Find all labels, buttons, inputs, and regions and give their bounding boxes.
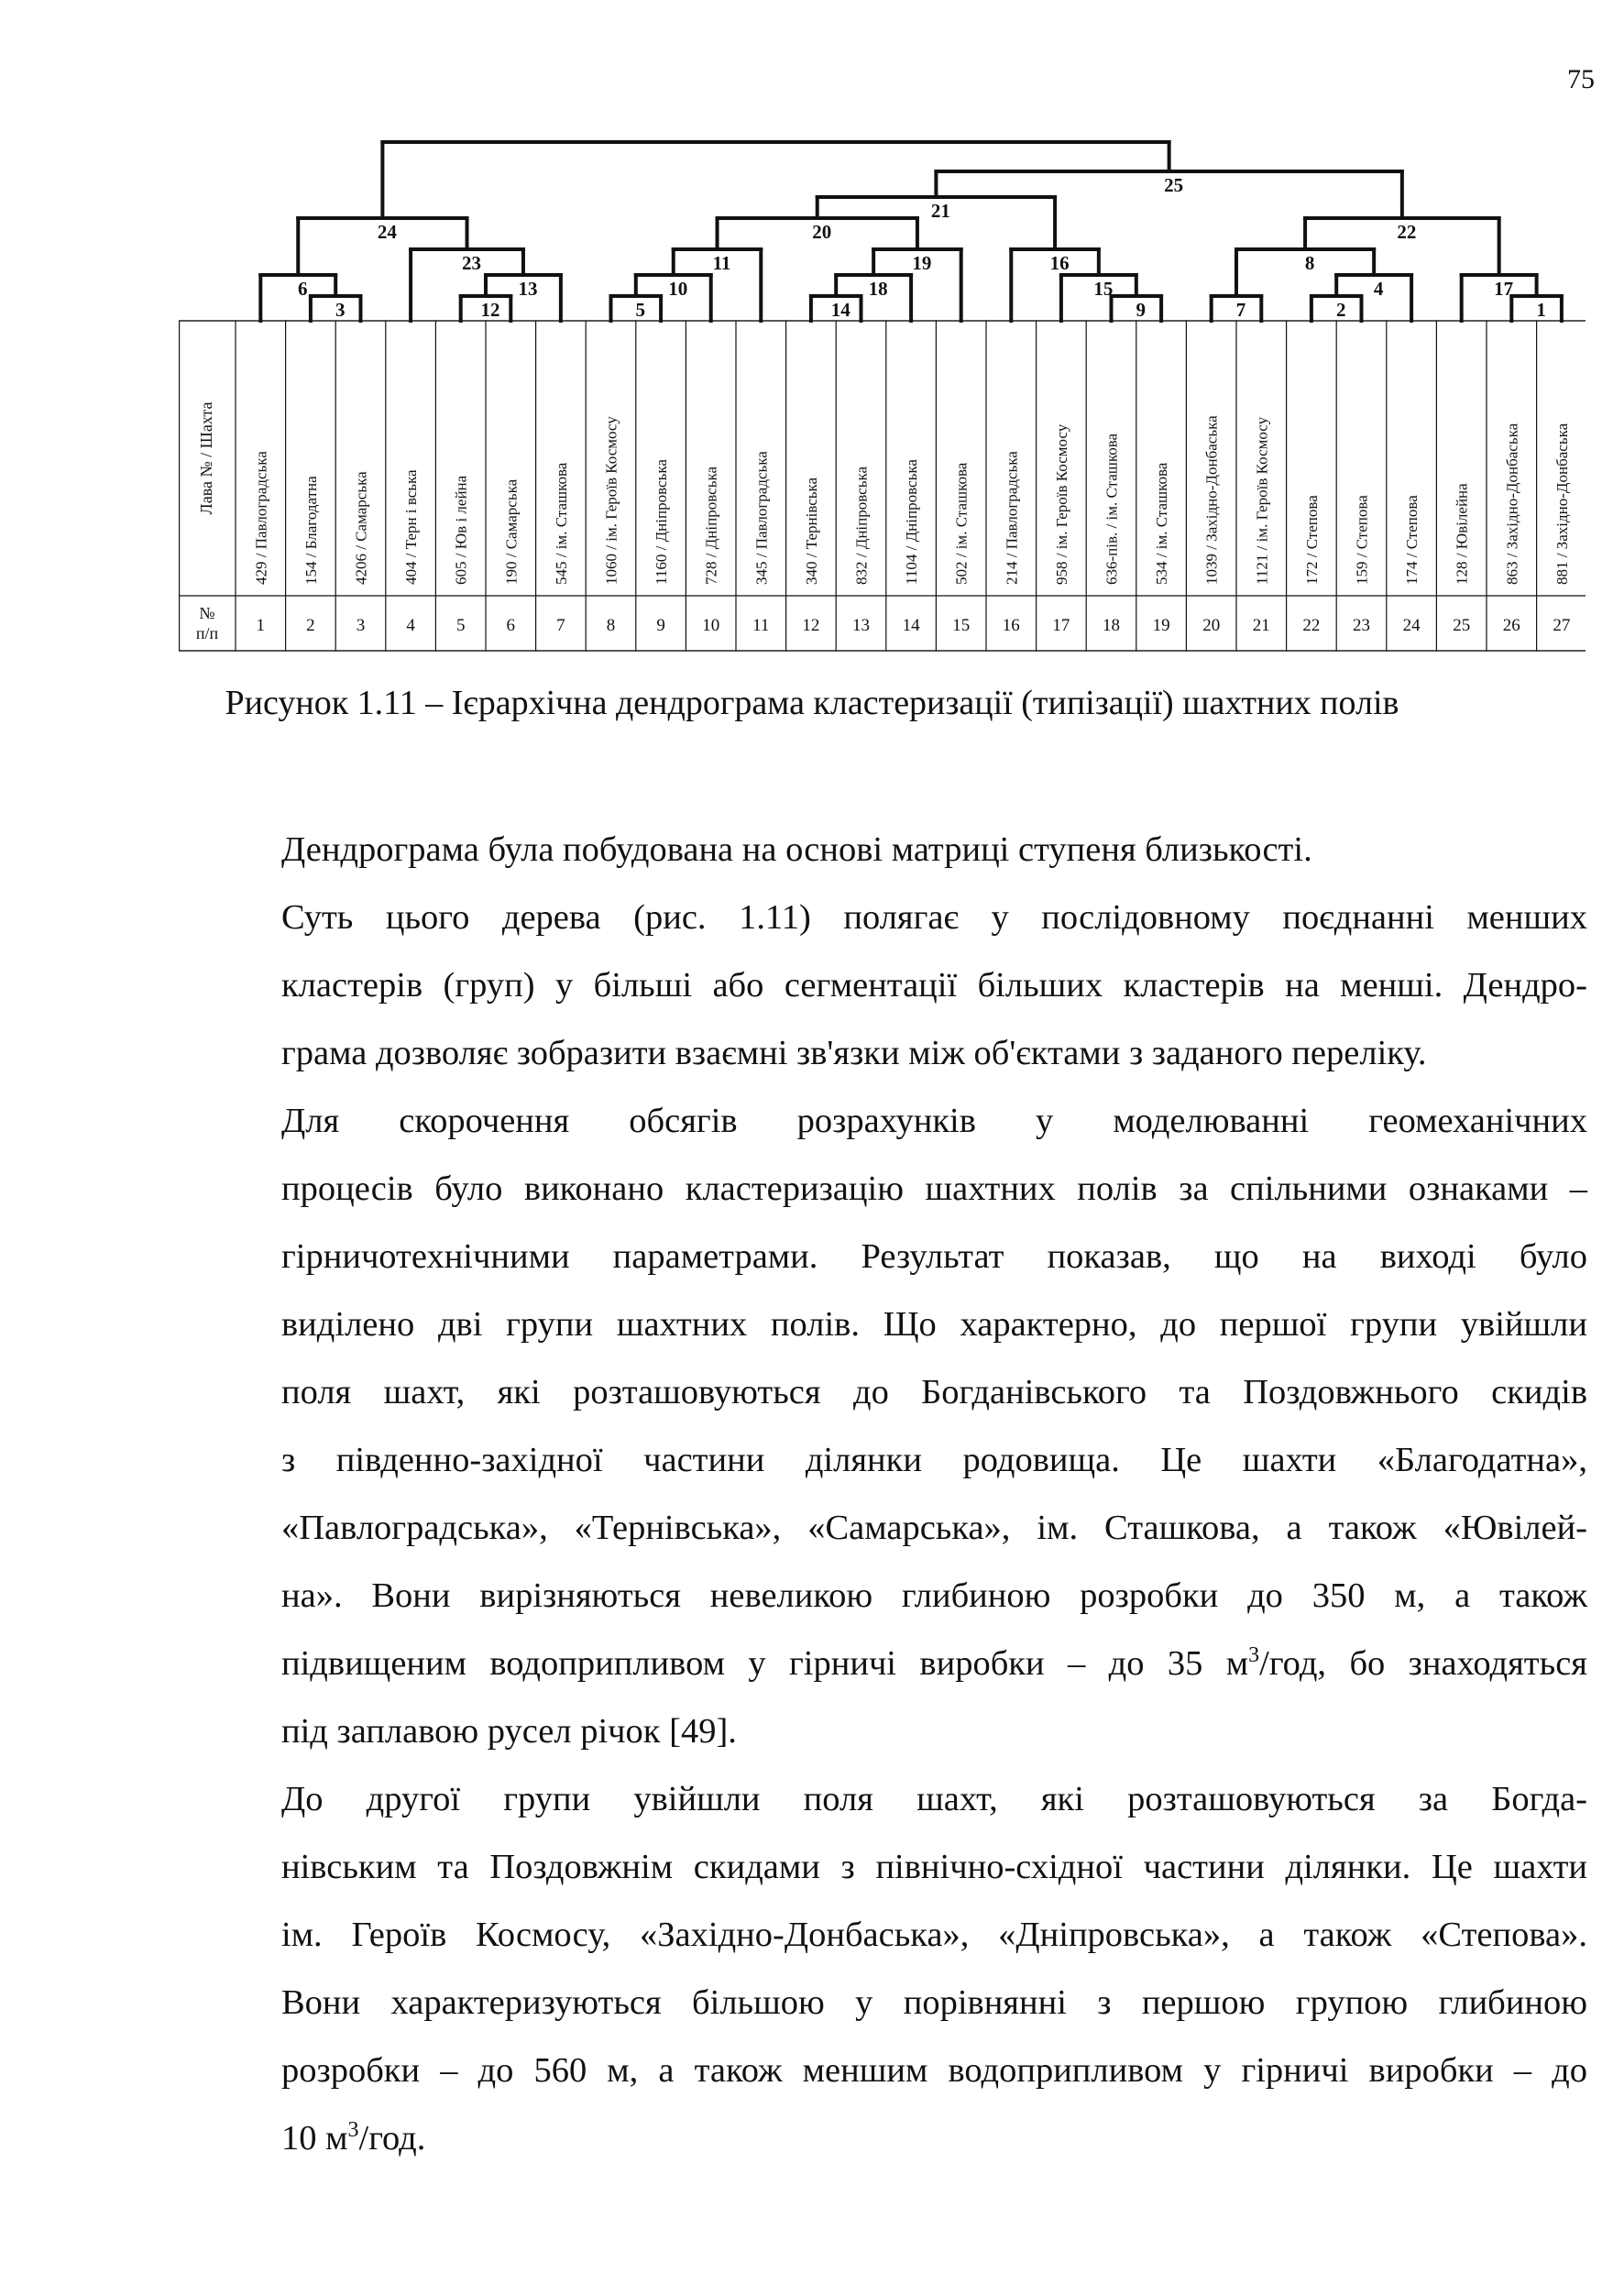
leaf-label: 605 / Юв і лейна bbox=[452, 475, 470, 585]
leaf-index: 2 bbox=[306, 616, 315, 635]
text-line: на». Вони вирізняються невеликою глибиною розробки до 350 м, а також bbox=[281, 1576, 1587, 1615]
cluster-number: 22 bbox=[1397, 221, 1417, 243]
leaf-index: 25 bbox=[1453, 616, 1471, 635]
leaf-index: 8 bbox=[606, 616, 616, 635]
cluster-number: 24 bbox=[377, 221, 397, 243]
leaf-index: 14 bbox=[902, 616, 920, 635]
leaf-index: 3 bbox=[356, 616, 366, 635]
text-line: нівським та Поздовжнім скидами з північно-східної частини ділянки. Це шахти bbox=[281, 1848, 1587, 1886]
cluster-number: 19 bbox=[912, 252, 932, 274]
leaf-label: 154 / Благодатна bbox=[302, 476, 320, 585]
leaf-label: 190 / Самарська bbox=[502, 478, 521, 585]
paragraph-4 bbox=[179, 1765, 1587, 2172]
paragraph-3 bbox=[179, 1087, 1587, 1765]
leaf-label: 832 / Дніпровська bbox=[852, 466, 871, 585]
text-line: під заплавою русел річок [49]. bbox=[281, 1712, 737, 1751]
superscript: 3 bbox=[1248, 1643, 1260, 1668]
leaf-index: 22 bbox=[1302, 616, 1321, 635]
leaf-index: 4 bbox=[406, 616, 415, 635]
leaf-label: 172 / Степова bbox=[1302, 495, 1321, 585]
cluster-number: 11 bbox=[712, 252, 731, 274]
leaf-label: 159 / Степова bbox=[1353, 495, 1371, 585]
text-segment: /год. bbox=[358, 2119, 426, 2158]
superscript: 3 bbox=[347, 2118, 359, 2143]
paragraph-1-text: Дендрограма була побудована на основі матриці ступеня близькості. bbox=[281, 830, 1312, 869]
leaf-index: 6 bbox=[506, 616, 516, 635]
leaf-index: 12 bbox=[802, 616, 820, 635]
cluster-number: 18 bbox=[868, 278, 888, 300]
leaf-label: 340 / Тернівська bbox=[802, 477, 820, 585]
leaf-label: 1039 / Західно-Донбаська bbox=[1202, 415, 1221, 585]
leaf-index: 21 bbox=[1252, 616, 1270, 635]
text-line: Вони характеризуються більшою у порівнянні з першою групою глибиною bbox=[281, 1983, 1587, 2022]
leaf-label: 174 / Степова bbox=[1403, 495, 1421, 585]
body-text bbox=[179, 816, 1587, 2172]
leaf-label: 502 / ім. Сташкова bbox=[952, 462, 971, 585]
cluster-number: 23 bbox=[462, 252, 482, 274]
text-line: з південно-західної частини ділянки родовища. Це шахти «Благодатна», bbox=[281, 1441, 1587, 1479]
text-line: розробки – до 560 м, а також меншим водоприпливом у гірничі виробки – до bbox=[281, 2051, 1587, 2090]
leaf-index: 17 bbox=[1052, 616, 1070, 635]
leaf-index: 16 bbox=[1002, 616, 1020, 635]
figure-caption: Рисунок 1.11 – Ієрархічна дендрограма кластеризації (типізації) шахтних полів bbox=[225, 684, 1399, 722]
cluster-number: 14 bbox=[830, 299, 850, 321]
cluster-number: 9 bbox=[1136, 299, 1147, 321]
text-segment: підвищеним водоприпливом у гірничі виробки – до 35 м bbox=[281, 1644, 1249, 1683]
dendrogram-svg bbox=[179, 133, 1586, 660]
cluster-number: 3 bbox=[335, 299, 346, 321]
cluster-number: 2 bbox=[1335, 299, 1346, 321]
cluster-number: 8 bbox=[1304, 252, 1315, 274]
leaf-index: 15 bbox=[952, 616, 971, 635]
leaf-label: 1104 / Дніпровська bbox=[903, 459, 921, 585]
leaf-label: 881 / Західно-Донбаська bbox=[1553, 423, 1571, 585]
text-line: гірничотехнічними параметрами. Результат показав, що на виході було bbox=[281, 1237, 1587, 1276]
cluster-number: 10 bbox=[668, 278, 688, 300]
leaf-label: 863 / Західно-Донбаська bbox=[1503, 423, 1521, 585]
leaf-label: 1160 / Дніпровська bbox=[653, 459, 671, 585]
leaf-index: 9 bbox=[656, 616, 665, 635]
text-line bbox=[179, 2104, 1587, 2172]
leaf-index: 7 bbox=[556, 616, 565, 635]
leaf-label: 214 / Павлоградська bbox=[1003, 451, 1021, 585]
leaf-index: 5 bbox=[455, 616, 466, 635]
text-segment: 10 м bbox=[281, 2119, 348, 2158]
text-line bbox=[179, 1630, 1587, 1697]
leaf-index: 19 bbox=[1152, 616, 1170, 635]
leaf-label: 728 / Дніпровська bbox=[702, 466, 720, 585]
index-header-top: № bbox=[199, 604, 215, 622]
leaf-label: 1121 / ім. Героїв Космосу bbox=[1253, 416, 1271, 585]
text-line: виділено дві групи шахтних полів. Що характерно, до першої групи увійшли bbox=[281, 1305, 1587, 1344]
paragraph-2 bbox=[179, 884, 1587, 1087]
text-line: «Павлоградська», «Тернівська», «Самарська», ім. Сташкова, а також «Ювілей- bbox=[281, 1509, 1587, 1547]
leaf-index: 11 bbox=[752, 616, 770, 635]
leaf-index: 24 bbox=[1402, 616, 1421, 635]
text-line: грама дозволяє зобразити взаємні зв'язки між об'єктами з заданого переліку. bbox=[281, 1034, 1427, 1072]
table-border bbox=[180, 321, 1586, 651]
leaf-label: 4206 / Самарська bbox=[352, 471, 370, 585]
text-line: До другої групи увійшли поля шахт, які розташовуються за Богда- bbox=[281, 1780, 1587, 1818]
leaf-label: 958 / ім. Героїв Космосу bbox=[1052, 423, 1070, 585]
cluster-number: 15 bbox=[1093, 278, 1114, 300]
cluster-number: 12 bbox=[480, 299, 500, 321]
leaf-label: 404 / Терн і вська bbox=[402, 469, 421, 585]
leaf-index: 23 bbox=[1353, 616, 1370, 635]
text-line: Для скорочення обсягів розрахунків у моделюванні геомеханічних bbox=[281, 1102, 1587, 1140]
leaf-label: 534 / ім. Сташкова bbox=[1153, 462, 1171, 585]
text-line: ім. Героїв Космосу, «Західно-Донбаська», «Дніпровська», а також «Степова». bbox=[281, 1916, 1587, 1954]
leaf-index: 27 bbox=[1553, 616, 1571, 635]
leaf-label: 128 / Ювілейна bbox=[1453, 483, 1471, 585]
leaf-label: 345 / Павлоградська bbox=[752, 451, 771, 585]
table-header-label: Лава № / Шахта bbox=[197, 401, 215, 515]
text-line: поля шахт, які розташовуються до Богданівського та Поздовжнього скидів bbox=[281, 1373, 1587, 1411]
cluster-number: 17 bbox=[1494, 278, 1514, 300]
cluster-number: 6 bbox=[298, 278, 308, 300]
leaf-index: 26 bbox=[1502, 616, 1520, 635]
leaf-label: 636-пів. / ім. Сташкова bbox=[1103, 433, 1121, 585]
cluster-number: 20 bbox=[812, 221, 832, 243]
dendrogram-figure bbox=[179, 133, 1586, 660]
cluster-number: 13 bbox=[518, 278, 538, 300]
cluster-number: 25 bbox=[1164, 174, 1184, 196]
text-line: процесів було виконано кластеризацію шахтних полів за спільними ознаками – bbox=[281, 1169, 1587, 1208]
leaf-label: 429 / Павлоградська bbox=[252, 451, 270, 585]
leaf-index: 20 bbox=[1202, 616, 1221, 635]
leaf-index: 10 bbox=[702, 616, 720, 635]
leaf-label: 1060 / ім. Героїв Космосу bbox=[602, 416, 620, 585]
paragraph-1 bbox=[179, 816, 1587, 884]
leaf-label: 545 / ім. Сташкова bbox=[552, 462, 570, 585]
cluster-number: 5 bbox=[635, 299, 646, 321]
leaf-index: 18 bbox=[1103, 616, 1120, 635]
page-number: 75 bbox=[1567, 64, 1595, 94]
leaf-index: 1 bbox=[256, 616, 266, 635]
index-header-bottom: п/п bbox=[195, 624, 219, 642]
leaf-index: 13 bbox=[852, 616, 870, 635]
text-line: кластерів (груп) у більші або сегментації більших кластерів на менші. Дендро- bbox=[281, 966, 1587, 1005]
cluster-number: 7 bbox=[1235, 299, 1246, 321]
text-line: Суть цього дерева (рис. 1.11) полягає у послідовному поєднанні менших bbox=[281, 898, 1587, 937]
text-segment: /год, бо знаходяться bbox=[1259, 1644, 1587, 1683]
cluster-number: 1 bbox=[1536, 299, 1546, 321]
cluster-number: 21 bbox=[930, 200, 950, 222]
cluster-number: 16 bbox=[1049, 252, 1070, 274]
cluster-number: 4 bbox=[1373, 278, 1384, 300]
